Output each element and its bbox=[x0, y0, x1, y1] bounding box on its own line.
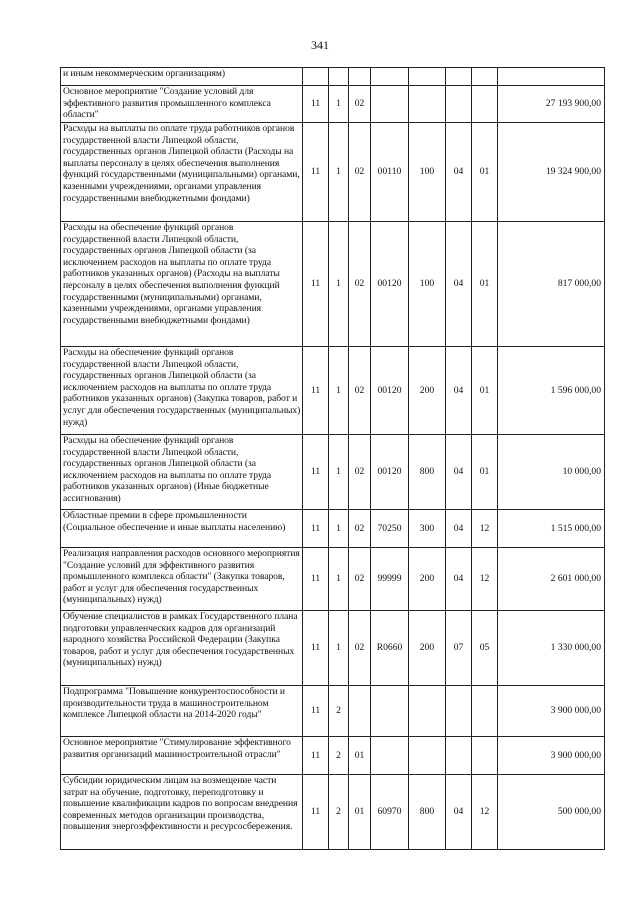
cell-c6 bbox=[446, 686, 472, 737]
cell-c6: 04 bbox=[446, 435, 472, 510]
cell-c2: 1 bbox=[329, 510, 349, 548]
table-row bbox=[61, 123, 605, 222]
cell-c2: 1 bbox=[329, 86, 349, 123]
row-name: Расходы на выплаты по оплате труда работников органов государственной власти Липецкой области, государственных органов Липецкой области (Расходы на выплаты персоналу в целях обеспечения выполнения функций государственными (муниципальными) органами, казенными учреждениями, органами управления государственными внебюджетными фондами) bbox=[61, 123, 303, 222]
cell-c2: 1 bbox=[329, 435, 349, 510]
cell-c4: 99999 bbox=[371, 548, 409, 611]
cell-c7 bbox=[472, 68, 498, 86]
cell-c4: 60970 bbox=[371, 775, 409, 850]
cell-c5: 100 bbox=[409, 222, 446, 347]
table-row bbox=[61, 435, 605, 510]
cell-c1: 11 bbox=[303, 222, 329, 347]
cell-c3 bbox=[349, 68, 371, 86]
cell-c2 bbox=[329, 68, 349, 86]
cell-c6: 04 bbox=[446, 548, 472, 611]
cell-c4: 70250 bbox=[371, 510, 409, 548]
cell-amount: 10 000,00 bbox=[498, 435, 605, 510]
cell-c1: 11 bbox=[303, 737, 329, 775]
cell-c3: 02 bbox=[349, 510, 371, 548]
cell-c7 bbox=[472, 86, 498, 123]
cell-c1 bbox=[303, 68, 329, 86]
cell-c3: 02 bbox=[349, 123, 371, 222]
cell-c1: 11 bbox=[303, 611, 329, 686]
row-name: Основное мероприятие "Стимулирование эффективного развития организаций машиностроительной отрасли" bbox=[61, 737, 303, 775]
table-row bbox=[61, 68, 605, 86]
cell-c7 bbox=[472, 686, 498, 737]
table-row bbox=[61, 548, 605, 611]
cell-c7: 12 bbox=[472, 510, 498, 548]
cell-c4 bbox=[371, 686, 409, 737]
row-name: и иным некоммерческим организациям) bbox=[61, 68, 303, 86]
cell-c2: 2 bbox=[329, 737, 349, 775]
table-row bbox=[61, 611, 605, 686]
cell-c5: 800 bbox=[409, 435, 446, 510]
cell-c6: 04 bbox=[446, 510, 472, 548]
cell-c6: 04 bbox=[446, 222, 472, 347]
cell-c1: 11 bbox=[303, 686, 329, 737]
row-name: Основное мероприятие "Создание условий для эффективного развития промышленного комплекса области" bbox=[61, 86, 303, 123]
cell-c2: 1 bbox=[329, 548, 349, 611]
cell-c7: 01 bbox=[472, 222, 498, 347]
cell-amount: 3 900 000,00 bbox=[498, 686, 605, 737]
cell-c7: 12 bbox=[472, 775, 498, 850]
table-row bbox=[61, 686, 605, 737]
cell-c5: 300 bbox=[409, 510, 446, 548]
cell-c1: 11 bbox=[303, 775, 329, 850]
cell-c5: 200 bbox=[409, 611, 446, 686]
cell-c1: 11 bbox=[303, 435, 329, 510]
cell-c5 bbox=[409, 68, 446, 86]
cell-c4: 00120 bbox=[371, 347, 409, 435]
cell-c5: 200 bbox=[409, 548, 446, 611]
cell-c7: 05 bbox=[472, 611, 498, 686]
cell-amount: 500 000,00 bbox=[498, 775, 605, 850]
cell-c3: 02 bbox=[349, 222, 371, 347]
row-name: Субсидии юридическим лицам на возмещение части затрат на обучение, подготовку, переподготовку и повышение квалификации кадров по вопросам внедрения современных методов организации производства, повышения энергоэффективности и ресурсосбережения. bbox=[61, 775, 303, 850]
cell-amount: 2 601 000,00 bbox=[498, 548, 605, 611]
cell-c1: 11 bbox=[303, 86, 329, 123]
row-name: Областные премии в сфере промышленности (Социальное обеспечение и иные выплаты населению) bbox=[61, 510, 303, 548]
row-name: Реализация направления расходов основного мероприятия "Создание условий для эффективного развития промышленного комплекса области" (Закупка товаров, работ и услуг для обеспечения государственных (муниципальных) нужд) bbox=[61, 548, 303, 611]
page-number: 341 bbox=[311, 38, 329, 52]
cell-c4 bbox=[371, 737, 409, 775]
budget-table bbox=[60, 67, 605, 850]
cell-amount: 1 330 000,00 bbox=[498, 611, 605, 686]
cell-c4 bbox=[371, 68, 409, 86]
cell-amount: 817 000,00 bbox=[498, 222, 605, 347]
table-row bbox=[61, 222, 605, 347]
cell-c6 bbox=[446, 737, 472, 775]
cell-c2: 1 bbox=[329, 347, 349, 435]
row-name: Расходы на обеспечение функций органов государственной власти Липецкой области, государственных органов Липецкой области (за исключением расходов на выплаты по оплате труда работников указанных органов) (Расходы на выплаты персоналу в целях обеспечения выполнения функций государственными (муниципальными) органами, казенными учреждениями, органами управления государственными внебюджетными фондами) bbox=[61, 222, 303, 347]
cell-c2: 2 bbox=[329, 775, 349, 850]
table-row bbox=[61, 775, 605, 850]
cell-c5 bbox=[409, 737, 446, 775]
table-row bbox=[61, 86, 605, 123]
cell-c6 bbox=[446, 86, 472, 123]
table-row bbox=[61, 737, 605, 775]
cell-c7: 01 bbox=[472, 435, 498, 510]
cell-c3: 01 bbox=[349, 775, 371, 850]
cell-c1: 11 bbox=[303, 510, 329, 548]
cell-amount: 3 900 000,00 bbox=[498, 737, 605, 775]
cell-c6: 07 bbox=[446, 611, 472, 686]
cell-c6: 04 bbox=[446, 775, 472, 850]
cell-c7 bbox=[472, 737, 498, 775]
cell-c2: 1 bbox=[329, 611, 349, 686]
row-name: Обучение специалистов в рамках Государственного плана подготовки управленческих кадров для организаций народного хозяйства Российской Федерации (Закупка товаров, работ и услуг для обеспечения государственных (муниципальных) нужд) bbox=[61, 611, 303, 686]
cell-amount: 1 515 000,00 bbox=[498, 510, 605, 548]
row-name: Расходы на обеспечение функций органов государственной власти Липецкой области, государственных органов Липецкой области (за исключением расходов на выплаты по оплате труда работников указанных органов) (Иные бюджетные ассигнования) bbox=[61, 435, 303, 510]
cell-c6: 04 bbox=[446, 123, 472, 222]
cell-c6: 04 bbox=[446, 347, 472, 435]
cell-c4: 00110 bbox=[371, 123, 409, 222]
table-row bbox=[61, 347, 605, 435]
cell-c2: 1 bbox=[329, 123, 349, 222]
cell-c7: 12 bbox=[472, 548, 498, 611]
cell-c5: 100 bbox=[409, 123, 446, 222]
cell-amount: 27 193 900,00 bbox=[498, 86, 605, 123]
table-row bbox=[61, 510, 605, 548]
cell-c3 bbox=[349, 686, 371, 737]
cell-c3: 02 bbox=[349, 548, 371, 611]
cell-amount: 19 324 900,00 bbox=[498, 123, 605, 222]
cell-c4 bbox=[371, 86, 409, 123]
cell-c5: 800 bbox=[409, 775, 446, 850]
cell-c7: 01 bbox=[472, 123, 498, 222]
cell-c2: 1 bbox=[329, 222, 349, 347]
cell-c3: 02 bbox=[349, 86, 371, 123]
cell-c7: 01 bbox=[472, 347, 498, 435]
cell-c5 bbox=[409, 686, 446, 737]
cell-amount: 1 596 000,00 bbox=[498, 347, 605, 435]
cell-c3: 02 bbox=[349, 435, 371, 510]
row-name: Расходы на обеспечение функций органов государственной власти Липецкой области, государственных органов Липецкой области (за исключением расходов на выплаты по оплате труда работников указанных органов) (Закупка товаров, работ и услуг для обеспечения государственных (муниципальных) нужд) bbox=[61, 347, 303, 435]
cell-c1: 11 bbox=[303, 123, 329, 222]
cell-c1: 11 bbox=[303, 347, 329, 435]
cell-c3: 02 bbox=[349, 347, 371, 435]
cell-c4: 00120 bbox=[371, 222, 409, 347]
cell-c4: 00120 bbox=[371, 435, 409, 510]
cell-amount bbox=[498, 68, 605, 86]
cell-c6 bbox=[446, 68, 472, 86]
cell-c3: 01 bbox=[349, 737, 371, 775]
cell-c2: 2 bbox=[329, 686, 349, 737]
cell-c1: 11 bbox=[303, 548, 329, 611]
cell-c4: R0660 bbox=[371, 611, 409, 686]
cell-c3: 02 bbox=[349, 611, 371, 686]
cell-c5 bbox=[409, 86, 446, 123]
cell-c5: 200 bbox=[409, 347, 446, 435]
row-name: Подпрограмма "Повышение конкурентоспособности и производительности труда в машиностроительном комплексе Липецкой области на 2014-2020 годы" bbox=[61, 686, 303, 737]
